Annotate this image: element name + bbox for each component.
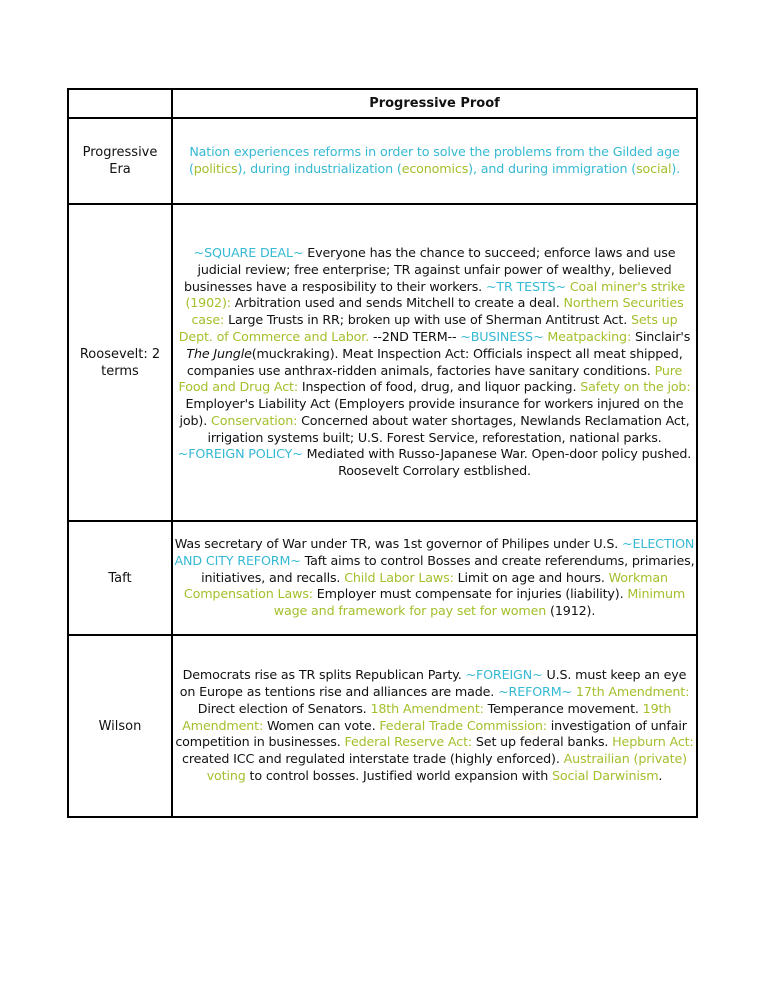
- text-segment: Austrailian (private) voting: [206, 751, 687, 783]
- text-segment: Pure Food and Drug Act:: [178, 362, 683, 395]
- text-segment: Large Trusts in RR; broken up with use of Sherman Antitrust Act.: [224, 312, 631, 328]
- table-row: [68, 204, 697, 521]
- text-segment: Mediated with Russo-Japanese War. Open-door policy pushed. Roosevelt Corrolary estblished.: [302, 446, 692, 479]
- text-segment: politics: [193, 161, 238, 176]
- text-segment: ), and during immigration (: [468, 161, 637, 176]
- text-segment: economics: [401, 161, 469, 176]
- text-segment: Inspection of food, drug, and liquor packing.: [297, 379, 581, 395]
- header-row: [68, 89, 697, 118]
- text-segment: ~FOREIGN POLICY~: [177, 446, 303, 462]
- text-segment: ~SQUARE DEAL~: [193, 244, 304, 260]
- text-segment: U.S. must keep an eye on Europe as tentions rise and alliances are made.: [179, 667, 687, 699]
- text-segment: Safety on the job:: [580, 379, 691, 395]
- row-content: [172, 204, 697, 521]
- text-segment: Coal miner's strike (1902):: [185, 278, 686, 311]
- text-segment: Federal Trade Commission:: [379, 717, 547, 733]
- text-segment: Minimum wage and framework for pay set for women: [273, 586, 686, 619]
- text-segment: Meatpacking:: [547, 328, 632, 344]
- text-segment: The Jungle: [186, 345, 252, 361]
- text-segment: social: [636, 161, 672, 176]
- text-segment: ~ELECTION AND CITY REFORM~: [174, 536, 695, 568]
- text-segment: Concerned about water shortages, Newlands Reclamation Act, irrigation systems built; U.S. Forest Service, reforestation, national parks.: [207, 412, 690, 445]
- table-row: [68, 635, 697, 817]
- row-label: Progressive Era: [68, 118, 172, 204]
- text-segment: Set up federal banks.: [472, 734, 613, 750]
- text-segment: 17th Amendment:: [575, 684, 690, 699]
- progressive-proof-table: [67, 88, 698, 818]
- text-segment: ~TR TESTS~: [485, 278, 566, 294]
- text-segment: Nation experiences reforms in order to solve the problems from the Gilded age (: [188, 144, 680, 176]
- text-segment: Conservation:: [211, 412, 298, 428]
- text-segment: Everyone has the chance to succeed; enforce laws and use judicial review; free enterprise; TR against unfair power of wealthy, believed businesses have a resposibility to their workers.: [183, 244, 676, 294]
- text-segment: .: [658, 767, 663, 783]
- text-segment: (muckraking). Meat Inspection Act: Officials inspect all meat shipped, companies use anthrax-ridden animals, factories have sanitary conditions.: [186, 345, 683, 378]
- table-title: Progressive Proof: [172, 89, 697, 118]
- text-segment: ~REFORM~: [498, 684, 573, 699]
- text-segment: Limit on age and hours.: [453, 569, 609, 585]
- text-segment: Democrats rise as TR splits Republican Party.: [182, 667, 466, 683]
- table-row: [68, 521, 697, 635]
- text-segment: 18th Amendment:: [370, 700, 484, 716]
- text-segment: ).: [671, 161, 681, 176]
- text-segment: Women can vote.: [263, 717, 380, 733]
- row-content: [172, 118, 697, 204]
- text-segment: Workman Compensation Laws:: [183, 569, 668, 602]
- text-segment: Temperance movement.: [483, 700, 643, 716]
- text-segment: Sinclair's: [631, 328, 691, 344]
- text-segment: Social Darwinism: [551, 767, 659, 783]
- text-segment: Taft aims to control Bosses and create referendums, primaries, initiatives, and recalls.: [201, 552, 695, 585]
- text-segment: ), during industrialization (: [237, 161, 402, 176]
- text-segment: Federal Reserve Act:: [344, 734, 473, 750]
- text-segment: Employer's Liability Act (Employers provide insurance for workers injured on the job).: [179, 396, 684, 428]
- text-segment: 19th Amendment:: [182, 700, 672, 733]
- text-segment: (1912).: [546, 603, 596, 619]
- text-segment: investigation of unfair competition in businesses.: [175, 717, 687, 750]
- text-segment: Child Labor Laws:: [344, 569, 454, 585]
- text-segment: Northern Securities case:: [191, 295, 684, 328]
- text-segment: ~BUSINESS~: [460, 328, 544, 344]
- row-label: Roosevelt: 2 terms: [68, 204, 172, 521]
- row-label: Wilson: [68, 635, 172, 817]
- text-segment: Arbitration used and sends Mitchell to create a deal.: [230, 295, 564, 311]
- text-segment: Hepburn Act:: [612, 734, 694, 750]
- row-content: [172, 635, 697, 817]
- table-row: [68, 118, 697, 204]
- text-segment: Sets up Dept. of Commerce and Labor.: [178, 312, 678, 344]
- text-segment: created ICC and regulated interstate trade (highly enforced).: [182, 751, 564, 767]
- text-segment: Employer must compensate for injuries (liability).: [312, 586, 628, 602]
- text-segment: ~FOREIGN~: [465, 667, 543, 683]
- text-segment: Direct election of Senators.: [197, 700, 371, 716]
- text-segment: to control bosses. Justified world expansion with: [245, 767, 552, 783]
- row-content: [172, 521, 697, 635]
- text-segment: --2ND TERM--: [369, 328, 461, 344]
- row-label: Taft: [68, 521, 172, 635]
- header-blank-cell: [68, 89, 172, 118]
- text-segment: Was secretary of War under TR, was 1st governor of Philipes under U.S.: [174, 536, 623, 551]
